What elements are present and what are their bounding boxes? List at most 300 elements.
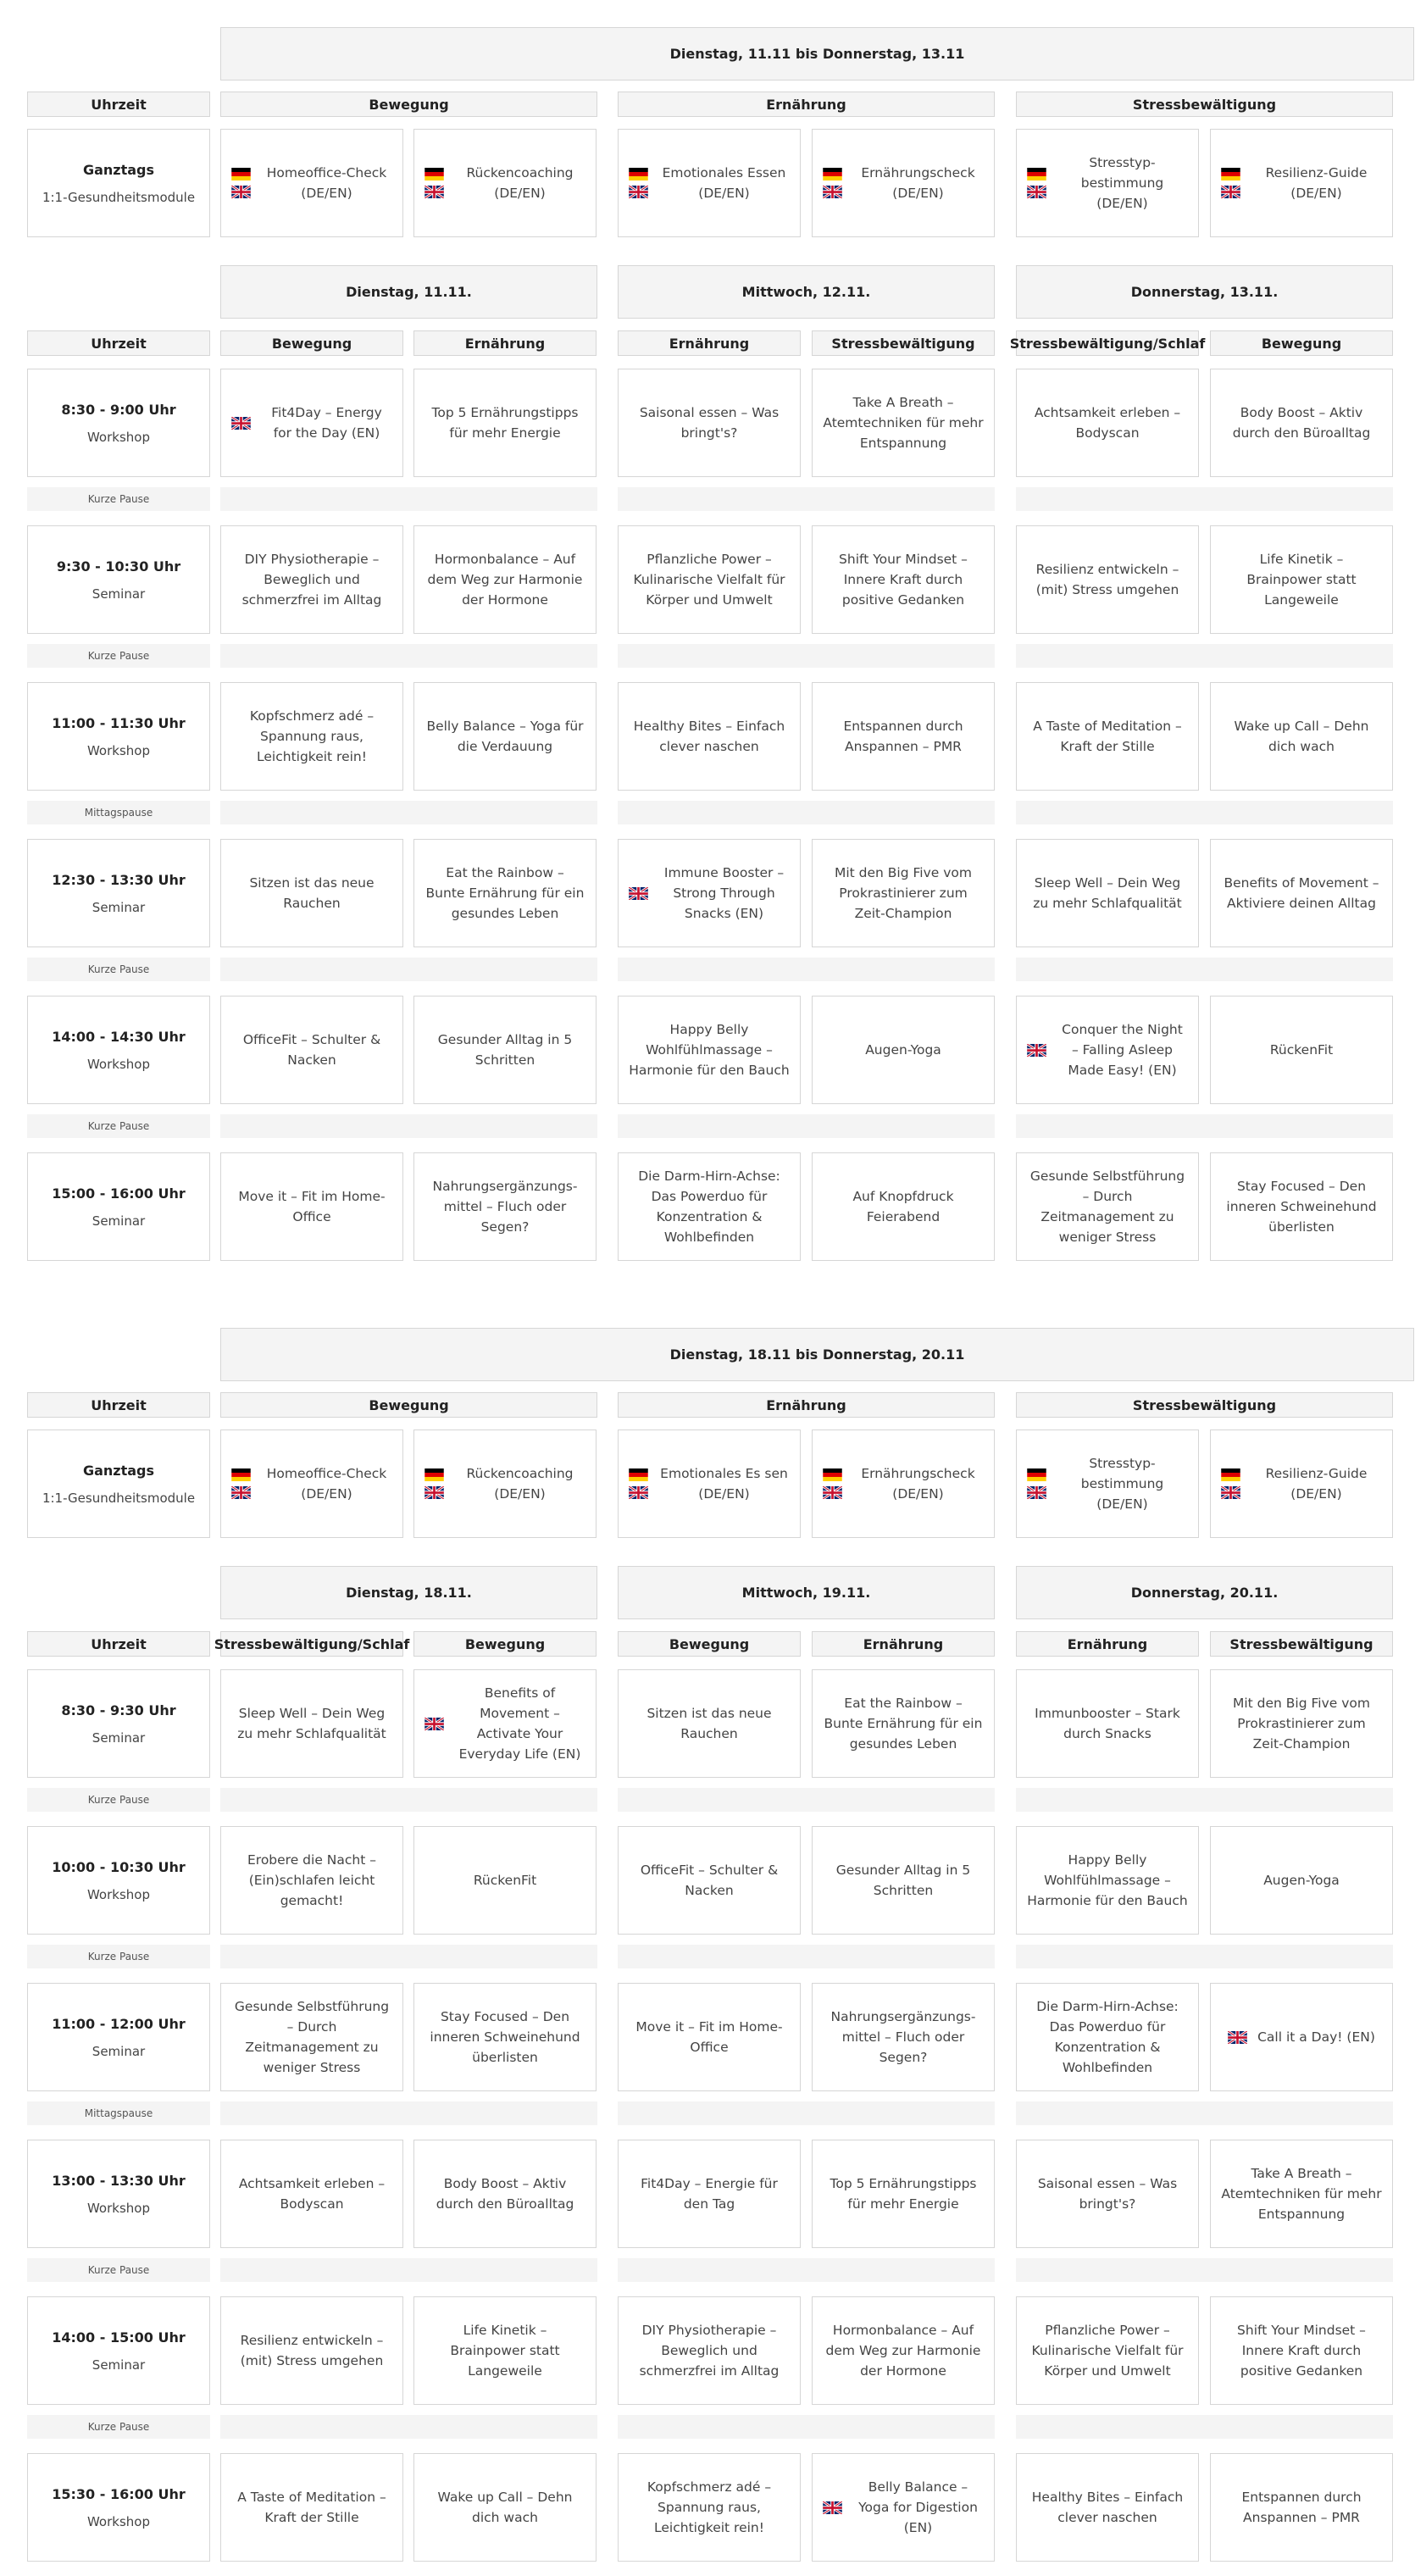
session-title: Kopfschmerz adé – Spannung raus, Leichtigkeit rein! <box>646 2479 772 2535</box>
session-cell[interactable] <box>413 369 597 477</box>
pause-band <box>1016 801 1393 824</box>
session-cell[interactable] <box>812 1430 995 1538</box>
session-cell[interactable] <box>618 682 801 791</box>
pause-text: Kurze Pause <box>87 1120 150 1132</box>
session-cell[interactable] <box>1016 996 1199 1104</box>
session-cell[interactable] <box>1210 682 1393 791</box>
session-cell[interactable] <box>1210 839 1393 947</box>
session-cell[interactable] <box>220 2453 403 2562</box>
german-flag-icon <box>1221 1468 1240 1481</box>
uk-flag-icon <box>424 1718 444 1730</box>
session-cell[interactable] <box>1210 1430 1393 1538</box>
session-title: Benefits of Movement – Aktiviere deinen Alltag <box>1224 875 1379 911</box>
session-title: Body Boost – Aktiv durch den Büroalltag <box>436 2176 574 2212</box>
session-cell[interactable] <box>618 2140 801 2248</box>
pause-band <box>220 801 597 824</box>
session-title: Move it – Fit im Home-Office <box>238 1189 386 1224</box>
time-cell <box>27 369 210 477</box>
session-cell[interactable] <box>1016 2453 1199 2562</box>
uk-flag-icon <box>629 1486 648 1499</box>
time-range: 15:30 - 16:00 Uhr <box>52 2485 186 2502</box>
session-cell[interactable] <box>812 1983 995 2091</box>
category-header <box>1016 92 1393 117</box>
column-label: Uhrzeit <box>91 335 147 352</box>
session-title: Immunbooster – Stark durch Snacks <box>1035 1706 1180 1741</box>
session-cell[interactable] <box>618 1430 801 1538</box>
time-cell <box>27 2296 210 2405</box>
column-label: Ernährung <box>863 1635 944 1652</box>
session-title: Fit4Day – Energy for the Day (EN) <box>271 405 382 441</box>
session-cell[interactable] <box>812 682 995 791</box>
session-title: Augen-Yoga <box>1263 1873 1340 1888</box>
language-flags <box>629 1468 648 1499</box>
column-header <box>214 1631 410 1657</box>
session-cell[interactable] <box>220 1983 403 2091</box>
pause-band <box>1016 487 1393 511</box>
pause-band <box>1016 1945 1393 1968</box>
language-flags <box>424 1468 444 1499</box>
time-cell <box>27 129 210 237</box>
session-cell[interactable] <box>1210 996 1393 1104</box>
session-title: Top 5 Ernährungstipps für mehr Energie <box>830 2176 977 2212</box>
time-cell <box>27 839 210 947</box>
time-range: 15:00 - 16:00 Uhr <box>52 1185 186 1202</box>
session-title: Die Darm-Hirn-Achse: Das Powerduo für Konzentration & Wohlbefinden <box>638 1169 780 1245</box>
pause-band <box>618 801 995 824</box>
session-cell[interactable] <box>1210 1983 1393 2091</box>
session-cell[interactable] <box>812 996 995 1104</box>
column-label: Bewegung <box>1261 335 1342 352</box>
pause-label <box>27 1945 210 1968</box>
session-title: Stay Focused – Den inneren Schweinehund überlisten <box>1226 1179 1377 1235</box>
session-title: Conquer the Night – Falling Asleep Made Easy! (EN) <box>1062 1022 1183 1078</box>
session-title: Achtsamkeit erleben – Bodyscan <box>238 2176 386 2212</box>
day-header <box>220 265 597 319</box>
session-title: Gesunde Selbstführung – Durch Zeitmanagement zu weniger Stress <box>234 1999 390 2075</box>
session-cell[interactable] <box>413 2296 597 2405</box>
pause-band <box>220 2415 597 2439</box>
column-header <box>1210 1631 1393 1657</box>
column-label: Bewegung <box>369 1396 449 1413</box>
session-title: Kopfschmerz adé – Spannung raus, Leichtigkeit rein! <box>249 708 375 764</box>
session-title: Gesunder Alltag in 5 Schritten <box>437 1032 573 1068</box>
german-flag-icon <box>629 1468 648 1481</box>
pause-band <box>618 644 995 668</box>
session-cell[interactable] <box>618 525 801 634</box>
column-header <box>812 1631 995 1657</box>
session-title: Pflanzliche Power – Kulinarische Vielfalt für Körper und Umwelt <box>1031 2323 1184 2379</box>
session-cell[interactable] <box>1016 2296 1199 2405</box>
language-flags <box>823 2501 842 2514</box>
session-cell[interactable] <box>220 996 403 1104</box>
session-title: Saisonal essen – Was bringt's? <box>1037 2176 1178 2212</box>
column-label: Uhrzeit <box>91 1396 147 1413</box>
day-label: Dienstag, 11.11. <box>346 284 472 300</box>
session-type: Seminar <box>92 2357 146 2373</box>
session-cell[interactable] <box>1016 1669 1199 1778</box>
time-cell <box>27 1430 210 1538</box>
uk-flag-icon <box>424 186 444 198</box>
column-label: Stressbewältigung/Schlaf <box>1009 335 1206 352</box>
pause-band <box>1016 2415 1393 2439</box>
uk-flag-icon <box>424 1486 444 1499</box>
session-cell[interactable] <box>1016 1826 1199 1935</box>
session-cell[interactable] <box>618 1826 801 1935</box>
session-cell[interactable] <box>1210 369 1393 477</box>
pause-text: Mittagspause <box>84 2107 153 2119</box>
pause-text: Kurze Pause <box>87 1794 150 1806</box>
session-cell[interactable] <box>220 1152 403 1261</box>
session-cell[interactable] <box>1210 525 1393 634</box>
category-header <box>618 92 995 117</box>
session-cell[interactable] <box>413 1826 597 1935</box>
session-title: Top 5 Ernährungstipps für mehr Energie <box>431 405 579 441</box>
session-title: Hormonbalance – Auf dem Weg zur Harmonie der Hormone <box>825 2323 981 2379</box>
session-title: Resilienz entwickeln – (mit) Stress umgehen <box>240 2333 384 2368</box>
pause-band <box>220 2258 597 2282</box>
pause-band <box>1016 958 1393 981</box>
german-flag-icon <box>231 168 251 180</box>
german-flag-icon <box>823 168 842 180</box>
session-title: Achtsamkeit erleben – Bodyscan <box>1034 405 1181 441</box>
german-flag-icon <box>424 168 444 180</box>
pause-band <box>1016 644 1393 668</box>
session-cell[interactable] <box>618 1669 801 1778</box>
session-cell[interactable] <box>1210 2140 1393 2248</box>
session-title: Happy Belly Wohlfühlmassage – Harmonie für den Bauch <box>629 1022 790 1078</box>
column-header <box>618 330 801 356</box>
time-range: 11:00 - 12:00 Uhr <box>52 2015 186 2032</box>
session-title: DIY Physiotherapie – Beweglich und schmerzfrei im Alltag <box>639 2323 780 2379</box>
session-title: Shift Your Mindset – Innere Kraft durch positive Gedanken <box>1237 2323 1366 2379</box>
session-cell[interactable] <box>618 129 801 237</box>
session-cell[interactable] <box>618 996 801 1104</box>
pause-text: Kurze Pause <box>87 493 150 505</box>
session-cell[interactable] <box>1016 1983 1199 2091</box>
pause-band <box>1016 1788 1393 1812</box>
time-cell <box>27 1826 210 1935</box>
time-range: 12:30 - 13:30 Uhr <box>52 871 186 888</box>
session-title: Sitzen ist das neue Rauchen <box>646 1706 772 1741</box>
session-cell[interactable] <box>413 2453 597 2562</box>
day-label: Donnerstag, 20.11. <box>1130 1585 1279 1601</box>
pause-label <box>27 1788 210 1812</box>
session-title: Emotionales Es sen (DE/EN) <box>660 1466 788 1502</box>
session-cell[interactable] <box>618 839 801 947</box>
session-type: Workshop <box>86 1886 150 1902</box>
german-flag-icon <box>424 1468 444 1481</box>
session-title: Take A Breath – Atemtechniken für mehr Entspannung <box>823 395 984 451</box>
language-flags <box>424 168 444 198</box>
session-cell[interactable] <box>1210 1669 1393 1778</box>
session-cell[interactable] <box>1016 1152 1199 1261</box>
language-flags <box>629 887 648 900</box>
session-title: A Taste of Meditation – Kraft der Stille <box>1033 719 1182 754</box>
column-header <box>1009 330 1206 356</box>
pause-text: Kurze Pause <box>87 963 150 975</box>
session-cell[interactable] <box>220 1669 403 1778</box>
pause-band <box>220 1788 597 1812</box>
session-title: Wake up Call – Dehn dich wach <box>1234 719 1369 754</box>
column-header <box>220 330 403 356</box>
session-cell[interactable] <box>220 369 403 477</box>
session-title: Erobere die Nacht – (Ein)schlafen leicht gemacht! <box>247 1852 376 1908</box>
day-header <box>220 1566 597 1619</box>
session-cell[interactable] <box>413 2140 597 2248</box>
column-header <box>413 1631 597 1657</box>
session-title: OfficeFit – Schulter & Nacken <box>242 1032 381 1068</box>
pause-band <box>220 1945 597 1968</box>
time-range: 9:30 - 10:30 Uhr <box>56 558 181 575</box>
session-cell[interactable] <box>618 2296 801 2405</box>
pause-label <box>27 2101 210 2125</box>
pause-band <box>618 958 995 981</box>
session-title: Life Kinetik – Brainpower statt Langeweile <box>450 2323 560 2379</box>
pause-text: Kurze Pause <box>87 2421 150 2433</box>
session-cell[interactable] <box>220 682 403 791</box>
session-cell[interactable] <box>220 525 403 634</box>
time-cell <box>27 1152 210 1261</box>
time-column-header <box>27 1392 210 1418</box>
pause-label <box>27 1114 210 1138</box>
time-cell <box>27 682 210 791</box>
session-title: Sleep Well – Dein Weg zu mehr Schlafqualität <box>1033 875 1182 911</box>
session-cell[interactable] <box>220 2140 403 2248</box>
day-header <box>1016 265 1393 319</box>
pause-band <box>618 1945 995 1968</box>
session-cell[interactable] <box>1016 129 1199 237</box>
session-type: Seminar <box>92 586 146 602</box>
session-title: Resilienz-Guide (DE/EN) <box>1265 165 1368 201</box>
language-flags <box>424 1718 444 1730</box>
session-cell[interactable] <box>413 1669 597 1778</box>
column-label: Stressbewältigung <box>1132 1396 1277 1413</box>
session-cell[interactable] <box>1016 369 1199 477</box>
session-title: Sleep Well – Dein Weg zu mehr Schlafqualität <box>237 1706 386 1741</box>
session-cell[interactable] <box>618 369 801 477</box>
column-label: Stressbewältigung/Schlaf <box>214 1635 410 1652</box>
category-header <box>618 1392 995 1418</box>
session-cell[interactable] <box>1210 1826 1393 1935</box>
column-header <box>1210 330 1393 356</box>
session-cell[interactable] <box>812 1669 995 1778</box>
time-range: 14:00 - 14:30 Uhr <box>52 1028 186 1045</box>
day-label: Dienstag, 18.11. <box>346 1585 472 1601</box>
session-type: Seminar <box>92 1213 146 1229</box>
session-cell[interactable] <box>618 2453 801 2562</box>
language-flags <box>1027 1468 1046 1499</box>
language-flags <box>1027 168 1046 198</box>
uk-flag-icon <box>231 1486 251 1499</box>
pause-band <box>1016 2101 1393 2125</box>
time-range: Ganztags <box>82 161 155 178</box>
session-cell[interactable] <box>812 369 995 477</box>
session-cell[interactable] <box>413 839 597 947</box>
german-flag-icon <box>1221 168 1240 180</box>
session-title: Nahrungsergänzungs-mittel – Fluch oder Segen? <box>830 2009 976 2065</box>
session-cell[interactable] <box>1210 2296 1393 2405</box>
session-title: Move it – Fit im Home-Office <box>635 2019 783 2055</box>
time-cell <box>27 996 210 1104</box>
session-cell[interactable] <box>1210 1152 1393 1261</box>
session-title: Stay Focused – Den inneren Schweinehund überlisten <box>430 2009 580 2065</box>
session-cell[interactable] <box>1016 2140 1199 2248</box>
session-cell[interactable] <box>413 1430 597 1538</box>
session-cell[interactable] <box>413 996 597 1104</box>
uk-flag-icon <box>629 186 648 198</box>
session-title: Gesunde Selbstführung – Durch Zeitmanagement zu weniger Stress <box>1029 1169 1185 1245</box>
pause-band <box>618 2101 995 2125</box>
session-type: 1:1-Gesundheitsmodule <box>42 1490 196 1506</box>
session-cell[interactable] <box>220 1826 403 1935</box>
pause-label <box>27 958 210 981</box>
session-cell[interactable] <box>220 2296 403 2405</box>
session-title: A Taste of Meditation – Kraft der Stille <box>237 2490 386 2525</box>
column-label: Ernährung <box>766 96 846 113</box>
session-title: DIY Physiotherapie – Beweglich und schmerzfrei im Alltag <box>241 552 382 608</box>
uk-flag-icon <box>823 1486 842 1499</box>
language-flags <box>629 168 648 198</box>
session-cell[interactable] <box>1210 129 1393 237</box>
pause-text: Mittagspause <box>84 807 153 819</box>
pause-band <box>618 1114 995 1138</box>
session-cell[interactable] <box>413 525 597 634</box>
session-title: Healthy Bites – Einfach clever naschen <box>633 719 785 754</box>
german-flag-icon <box>823 1468 842 1481</box>
session-title: Belly Balance – Yoga for Digestion (EN) <box>858 2479 978 2535</box>
uk-flag-icon <box>1027 1486 1046 1499</box>
session-cell[interactable] <box>413 1152 597 1261</box>
session-title: Homeoffice-Check (DE/EN) <box>266 1466 387 1502</box>
session-title: Homeoffice-Check (DE/EN) <box>266 165 387 201</box>
pause-band <box>1016 1114 1393 1138</box>
time-cell <box>27 1669 210 1778</box>
language-flags <box>231 168 251 198</box>
session-title: Fit4Day – Energie für den Tag <box>641 2176 778 2212</box>
column-header <box>618 1631 801 1657</box>
session-cell[interactable] <box>413 682 597 791</box>
session-cell[interactable] <box>812 1826 995 1935</box>
session-type: Workshop <box>86 742 150 758</box>
day-label: Donnerstag, 13.11. <box>1130 284 1279 300</box>
week-header <box>220 1328 1414 1381</box>
pause-label <box>27 487 210 511</box>
pause-text: Kurze Pause <box>87 650 150 662</box>
time-cell <box>27 1983 210 2091</box>
session-type: Workshop <box>86 1056 150 1072</box>
pause-label <box>27 801 210 824</box>
session-cell[interactable] <box>1016 839 1199 947</box>
uk-flag-icon <box>1221 186 1240 198</box>
language-flags <box>231 1468 251 1499</box>
column-header <box>812 330 995 356</box>
session-cell[interactable] <box>812 525 995 634</box>
session-type: 1:1-Gesundheitsmodule <box>42 189 196 205</box>
language-flags <box>823 1468 842 1499</box>
day-label: Mittwoch, 12.11. <box>741 284 871 300</box>
german-flag-icon <box>1027 1468 1046 1481</box>
session-cell[interactable] <box>1016 682 1199 791</box>
session-cell[interactable] <box>413 1983 597 2091</box>
session-cell[interactable] <box>413 129 597 237</box>
uk-flag-icon <box>1221 1486 1240 1499</box>
session-cell[interactable] <box>812 2296 995 2405</box>
pause-text: Kurze Pause <box>87 2264 150 2276</box>
uk-flag-icon <box>231 186 251 198</box>
session-title: Sitzen ist das neue Rauchen <box>249 875 375 911</box>
session-cell[interactable] <box>1016 1430 1199 1538</box>
column-label: Ernährung <box>766 1396 846 1413</box>
day-header <box>1016 1566 1393 1619</box>
uk-flag-icon <box>823 186 842 198</box>
session-title: Happy Belly Wohlfühlmassage – Harmonie für den Bauch <box>1027 1852 1188 1908</box>
session-title: Resilienz entwickeln – (mit) Stress umgehen <box>1035 562 1179 597</box>
session-type: Workshop <box>86 429 150 445</box>
session-title: Saisonal essen – Was bringt's? <box>639 405 780 441</box>
column-label: Bewegung <box>669 1635 750 1652</box>
language-flags <box>1027 1044 1046 1057</box>
time-cell <box>27 2140 210 2248</box>
uk-flag-icon <box>231 417 251 430</box>
session-title: Belly Balance – Yoga für die Verdauung <box>426 719 584 754</box>
session-title: Eat the Rainbow – Bunte Ernährung für ein gesundes Leben <box>824 1696 983 1752</box>
session-title: Take A Breath – Atemtechniken für mehr Entspannung <box>1221 2166 1382 2222</box>
german-flag-icon <box>629 168 648 180</box>
session-title: Life Kinetik – Brainpower statt Langeweile <box>1246 552 1357 608</box>
column-header <box>1016 1631 1199 1657</box>
pause-band <box>220 2101 597 2125</box>
category-header <box>220 92 597 117</box>
german-flag-icon <box>231 1468 251 1481</box>
week-header-label: Dienstag, 11.11 bis Donnerstag, 13.11 <box>669 46 965 62</box>
pause-band <box>618 1788 995 1812</box>
time-column-header <box>27 92 210 117</box>
column-label: Uhrzeit <box>91 1635 147 1652</box>
session-cell[interactable] <box>618 1152 801 1261</box>
session-title: RückenFit <box>1269 1042 1334 1058</box>
session-title: Mit den Big Five vom Prokrastinierer zum Zeit-Champion <box>834 865 972 921</box>
session-cell[interactable] <box>812 1152 995 1261</box>
session-title: Auf Knopfdruck Feierabend <box>852 1189 954 1224</box>
session-cell[interactable] <box>1210 2453 1393 2562</box>
category-header <box>220 1392 597 1418</box>
session-cell[interactable] <box>812 839 995 947</box>
session-cell[interactable] <box>220 129 403 237</box>
column-label: Ernährung <box>669 335 750 352</box>
session-type: Seminar <box>92 1729 146 1746</box>
session-title: Ernährungscheck (DE/EN) <box>861 165 975 201</box>
session-cell[interactable] <box>812 129 995 237</box>
session-cell[interactable] <box>812 2140 995 2248</box>
language-flags <box>231 417 251 430</box>
session-cell[interactable] <box>220 1430 403 1538</box>
session-cell[interactable] <box>220 839 403 947</box>
session-title: OfficeFit – Schulter & Nacken <box>640 1863 779 1898</box>
pause-band <box>220 644 597 668</box>
session-title: Eat the Rainbow – Bunte Ernährung für ein gesundes Leben <box>425 865 585 921</box>
time-range: 8:30 - 9:00 Uhr <box>61 401 176 418</box>
uk-flag-icon <box>1228 2031 1247 2044</box>
column-label: Stressbewältigung <box>1229 1635 1373 1652</box>
day-header <box>618 265 995 319</box>
session-title: Stresstyp-bestimmung (DE/EN) <box>1080 155 1164 211</box>
session-title: Die Darm-Hirn-Achse: Das Powerduo für Konzentration & Wohlbefinden <box>1036 1999 1179 2075</box>
session-cell[interactable] <box>618 1983 801 2091</box>
session-title: Stresstyp-bestimmung (DE/EN) <box>1080 1456 1164 1512</box>
session-cell[interactable] <box>812 2453 995 2562</box>
session-cell[interactable] <box>1016 525 1199 634</box>
column-label: Bewegung <box>271 335 352 352</box>
